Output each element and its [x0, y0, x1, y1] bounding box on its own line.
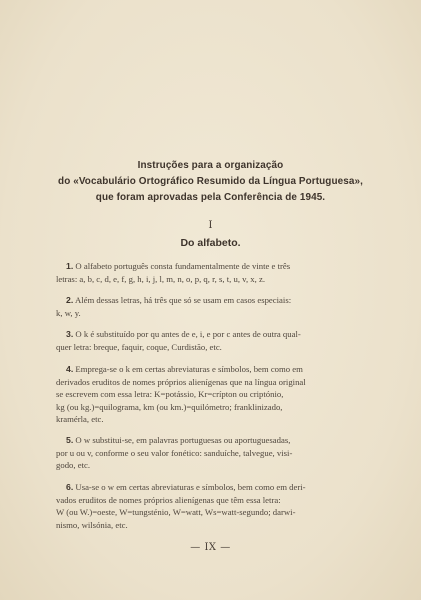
paragraph-2 [56, 294, 376, 319]
title-line-2: do «Vocabulário Ortográfico Resumido da Língua Portuguesa», [58, 176, 363, 187]
paragraph-line: vados eruditos de nomes próprios alienígenas que têm essa letra: [56, 494, 281, 505]
paragraph-line: Usa-se o w em certas abreviaturas e símbolos, bem como em deri- [75, 482, 306, 492]
title-line-3: que foram aprovadas pela Conferência de 1945. [95, 192, 326, 203]
paragraph-number: 5. [66, 435, 74, 445]
paragraph-5 [56, 434, 376, 472]
paragraph-6 [56, 481, 376, 531]
section-number: I [208, 219, 213, 231]
paragraph-line: derivados eruditos de nomes próprios alienígenas que na língua original [56, 376, 306, 387]
paragraph-number: 3. [66, 329, 74, 339]
paragraph-line: Além dessas letras, há três que só se usam em casos especiais: [74, 295, 292, 305]
paragraph-line: letras: a, b, c, d, e, f, g, h, i, j, l, m, n, o, p, q, r, s, t, u, v, x, z. [56, 273, 266, 284]
title-line-1: Instruções para a organização [137, 160, 284, 171]
paragraph-line: W (ou W.)=oeste, W=tungsténio, W=watt, Ws=watt-segundo; darwi- [56, 507, 296, 518]
paragraph-line: O k é substituído por qu antes de e, i, e por c antes de outra qual- [75, 329, 301, 339]
document-title [0, 158, 421, 206]
paragraph-line: quer letra: breque, faquir, coque, Curdistão, etc. [56, 341, 222, 352]
paragraph-number: 2. [66, 295, 74, 305]
paragraph-number: 1. [66, 261, 74, 271]
paragraph-line: godo, etc. [56, 460, 91, 471]
paragraph-line: kramérla, etc. [56, 414, 104, 425]
page-number: — IX — [190, 542, 231, 553]
paragraph-line: por u ou v, conforme o seu valor fonético: sanduíche, talvegue, visi- [56, 447, 293, 458]
section-heading: Do alfabeto. [180, 237, 241, 249]
paragraph-line: se escrevem com essa letra: K=potássio, Kr=crípton ou criptónio, [56, 389, 284, 400]
paragraph-line: O alfabeto português consta fundamentalmente de vinte e três [75, 261, 291, 271]
paragraph-line: O w substitui-se, em palavras portuguesas ou aportuguesadas, [75, 435, 291, 445]
paragraph-line: Emprega-se o k em certas abreviaturas e símbolos, bem como em [75, 364, 303, 374]
paragraph-4 [56, 363, 376, 426]
paragraph-1 [56, 260, 376, 285]
paragraph-number: 4. [66, 364, 74, 374]
paragraph-line: nismo, wilsónia, etc. [56, 519, 128, 530]
paragraph-line: k, w, y. [56, 307, 81, 318]
paragraph-number: 6. [66, 482, 74, 492]
paragraph-3 [56, 328, 376, 353]
paragraph-line: kg (ou kg.)=quilograma, km (ou km.)=quilómetro; franklinizado, [56, 401, 283, 412]
